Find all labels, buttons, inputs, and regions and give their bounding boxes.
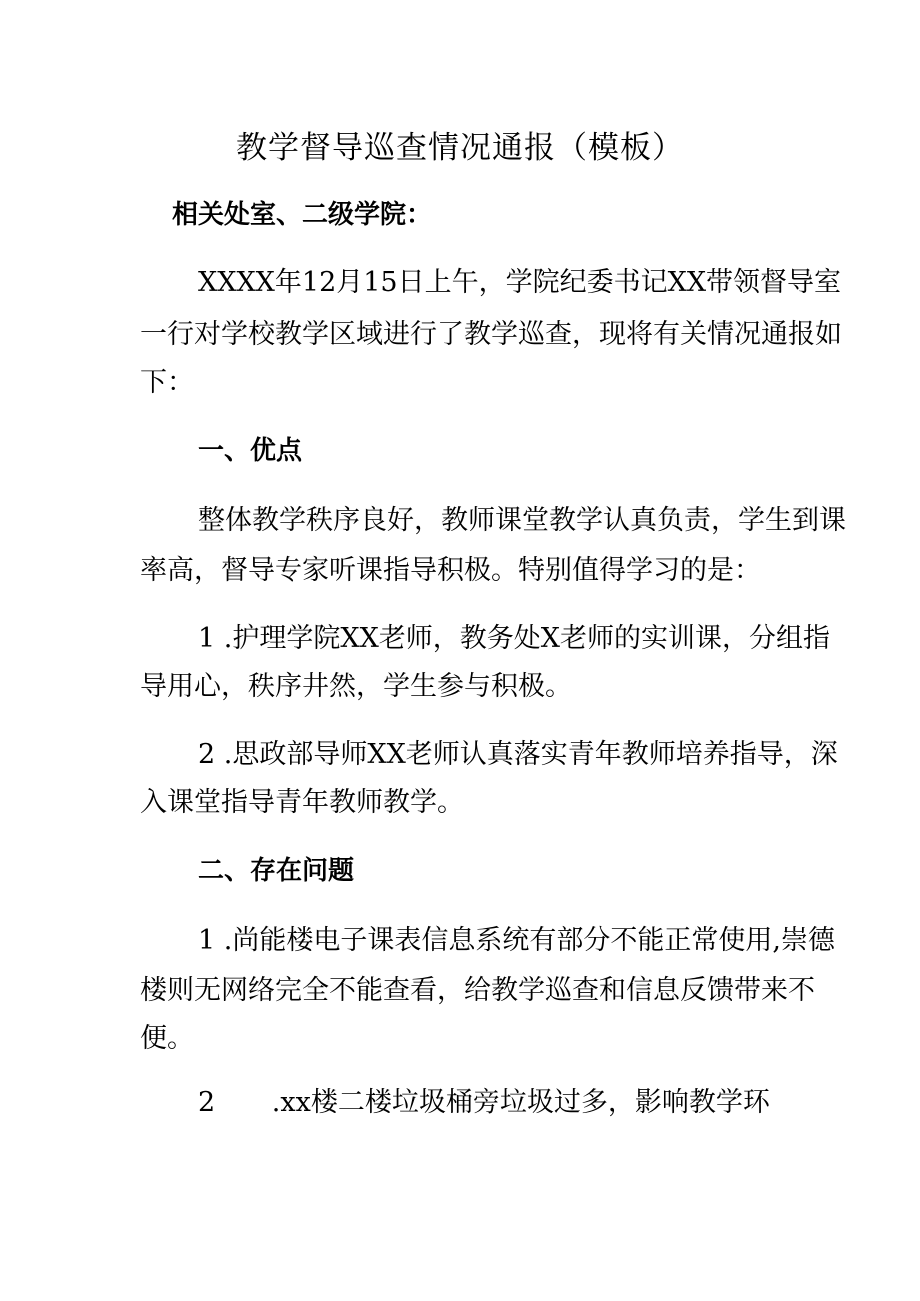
section1-para-line-1: 整体教学秩序良好，教师课堂教学认真负责，学生到课 — [198, 505, 846, 536]
section2-item2-line-1 — [198, 1084, 770, 1122]
section1-heading: 一、优点 — [198, 436, 303, 466]
section1-item2-line-2: 入课堂指导青年教师教学。 — [140, 787, 464, 818]
document-title: 教学督导巡查情况通报（模板） — [236, 130, 684, 166]
section1-item1-line-2: 导用心，秩序井然，学生参与积极。 — [140, 671, 572, 702]
section2-item2-text: .xx楼二楼垃圾桶旁垃圾过多，影响教学环 — [271, 1087, 770, 1118]
section1-item1-line-1: 1 .护理学院XX老师，教务处X老师的实训课，分组指 — [198, 623, 831, 654]
section2-item1-line-2: 楼则无网络完全不能查看，给教学巡查和信息反馈带来不 — [140, 975, 815, 1006]
section2-item1-line-3: 便。 — [140, 1023, 194, 1054]
intro-line-3: 下： — [140, 367, 194, 398]
intro-line-1: XXXX年12月15日上午，学院纪委书记XX带领督导室 — [198, 267, 842, 298]
section2-item2-number: 2 — [198, 1087, 216, 1118]
section1-para-line-2: 率高，督导专家听课指导积极。特别值得学习的是： — [140, 555, 761, 586]
section2-item1-line-1: 1 .尚能楼电子课表信息系统有部分不能正常使用,崇德 — [198, 925, 835, 956]
salutation: 相关处室、二级学院： — [172, 200, 433, 230]
section2-heading: 二、存在问题 — [198, 856, 355, 886]
intro-line-2: 一行对学校教学区域进行了教学巡查，现将有关情况通报如 — [140, 319, 842, 350]
section1-item2-line-1: 2 .思政部导师XX老师认真落实青年教师培养指导，深 — [198, 739, 838, 770]
